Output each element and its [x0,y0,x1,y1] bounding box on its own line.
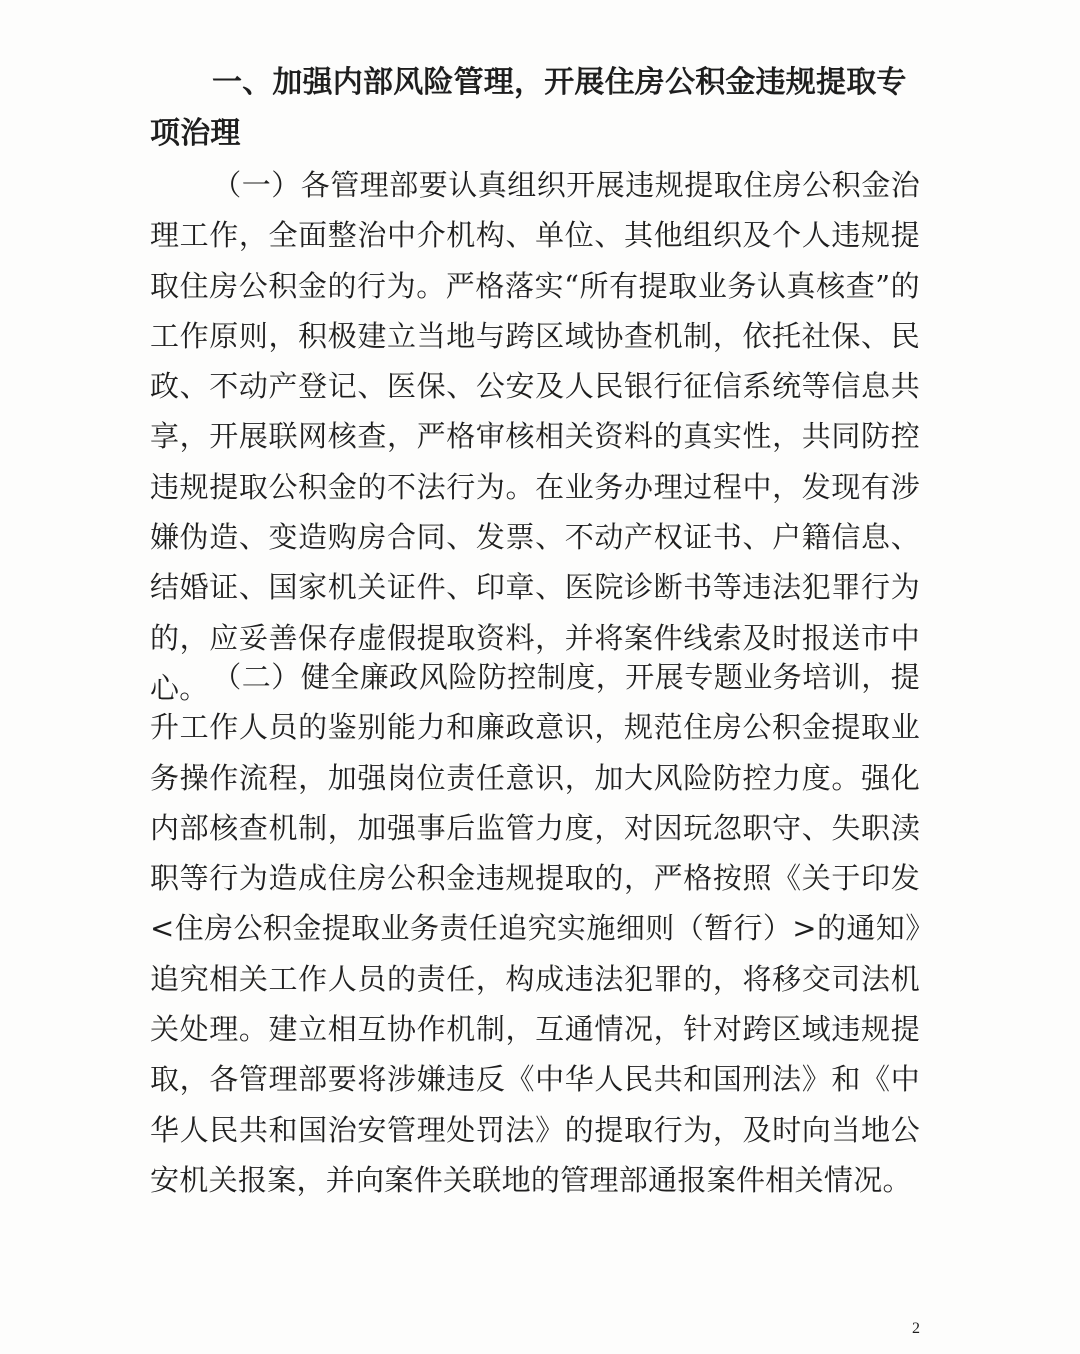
page-number: 2 [912,1320,920,1337]
section-heading-text: 一、加强内部风险管理，开展住房公积金违规提取专项治理 [150,65,907,151]
paragraph-1 [150,160,920,713]
paragraph-2 [150,652,920,1205]
paragraph-1-text: （一）各管理部要认真组织开展违规提取住房公积金治理工作，全面整治中介机构、单位、其他组织及个人违规提取住房公积金的行为。严格落实“所有提取业务认真核查”的工作原则，积极建立当地与跨区域协查机制，依托社保、民政、不动产登记、医保、公安及人民银行征信系统等信息共享，开展联网核查，严格审核相关资料的真实性，共同防控违规提取公积金的不法行为。在业务办理过程中，发现有涉嫌伪造、变造购房合同、发票、不动产权证书、户籍信息、结婚证、国家机关证件、印章、医院诊断书等违法犯罪行为的，应妥善保存虚假提取资料，并将案件线索及时报送市中心。 [150,168,920,705]
paragraph-2-text: （二）健全廉政风险防控制度，开展专题业务培训，提升工作人员的鉴别能力和廉政意识，规范住房公积金提取业务操作流程，加强岗位责任意识，加大风险防控力度。强化内部核查机制，加强事后监管力度，对因玩忽职守、失职渎职等行为造成住房公积金违规提取的，严格按照《关于印发<住房公积金提取业务责任追究实施细则（暂行）>的通知》追究相关工作人员的责任，构成违法犯罪的，将移交司法机关处理。建立相互协作机制，互通情况，针对跨区域违规提取，各管理部要将涉嫌违反《中华人民共和国刑法》和《中华人民共和国治安管理处罚法》的提取行为，及时向当地公安机关报案，并向案件关联地的管理部通报案件相关情况。 [150,660,920,1197]
section-heading [150,57,925,159]
